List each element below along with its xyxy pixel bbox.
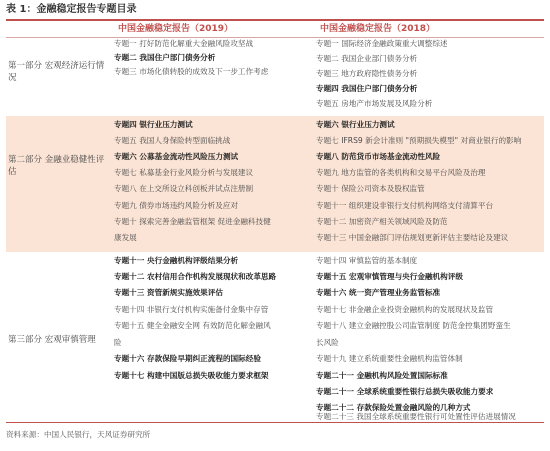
bottom-rule [6, 422, 544, 423]
topic-item: 专题九 地方监管的各类机构和交易平台风险及治理 [316, 168, 486, 177]
topic-item: 专题十一 组织建设非银行支付机构网络支付清算平台 [316, 201, 494, 210]
topic-item: 专题十五 健全金融安全网 有效防范化解金融风 [114, 321, 271, 330]
topic-item: 专题二十一 金融机构风险处置国际标准 [316, 371, 448, 380]
topic-item: 专题十四 审慎监管的基本制度 [316, 256, 418, 265]
topic-item: 专题一 打好防范化解重大金融风险攻坚战 [114, 39, 254, 48]
topic-item: 专题十二 加密资产相关领域风险及防范 [316, 217, 448, 226]
topic-item: 专题二十二 存款保险处置金融风险的几种方式 [316, 403, 471, 412]
topic-item: 专题十八 建立金融控股公司监管制度 防范金控集团野蛮生 [316, 321, 511, 330]
header-2019: 中国金融稳定报告（2019） [118, 24, 234, 34]
topic-item: 专题三 市场化债转股的成效及下一步工作考虑 [114, 67, 269, 76]
table-caption: 表 1：金融稳定报告专题目录 [6, 4, 137, 15]
topic-item: 专题十三 资管新规实施效果评估 [114, 288, 223, 297]
topic-item: 专题十 保险公司资本及股权监管 [316, 184, 425, 193]
topic-item: 专题二 我国企业部门债务分析 [316, 54, 418, 63]
topic-item-continued: 长风险 [316, 338, 339, 347]
topic-item: 专题五 房地产市场发展及风险分析 [316, 99, 433, 108]
topic-item: 专题六 公募基金流动性风险压力测试 [114, 152, 239, 161]
topic-item-continued: 康发展 [114, 233, 137, 242]
topic-item: 专题九 债券市场违约风险分析及应对 [114, 201, 238, 210]
section-macro-economy [6, 38, 544, 116]
topic-item: 专题五 我国人身保险转型面临挑战 [114, 136, 231, 145]
source-note: 资料来源：中国人民银行，天风证券研究所 [6, 430, 151, 439]
topic-item: 专题十 探索完善金融监管框架 促进金融科技健 [114, 217, 271, 226]
topic-item: 专题八 在上交所设立科创板并试点注册制 [114, 184, 254, 193]
topic-item: 专题六 银行业压力测试 [316, 120, 395, 129]
topic-item: 专题二 我国住户部门债务分析 [114, 53, 216, 62]
topic-item: 专题四 银行业压力测试 [114, 120, 193, 129]
topic-item: 专题十七 非金融企业投资金融机构的发展现状及监管 [316, 305, 494, 314]
topic-item-continued: 险 [114, 338, 122, 347]
topic-item: 专题十二 农村信用合作机构发展现状和改革思路 [114, 272, 277, 281]
topic-item: 专题十一 央行金融机构评级结果分析 [114, 256, 239, 265]
topic-item: 专题十六 统一资产管理业务监管标准 [316, 288, 441, 297]
topic-item: 专题十五 宏观审慎管理与央行金融机构评级 [316, 272, 463, 281]
topic-item: 专题十四 非银行支付机构实施备付金集中存管 [114, 305, 269, 314]
topic-item: 专题七 私募基金行业风险分析与发展建议 [114, 168, 254, 177]
section-label: 第一部分 宏观经济运行情况 [8, 61, 105, 83]
topic-item: 专题三 地方政府隐性债务分析 [316, 69, 418, 78]
table-header-row [6, 21, 544, 37]
topic-item: 专题十七 构建中国版总损失吸收能力要求框架 [114, 371, 269, 380]
topic-item: 专题二十三 我国全球系统重要性银行可处置性评估进展情况 [316, 412, 516, 421]
section-label: 第三部分 宏观审慎管理 [8, 335, 96, 345]
section-label: 第二部分 金融业稳健性评估 [8, 155, 105, 177]
header-2018: 中国金融稳定报告（2018） [320, 24, 436, 34]
topic-item: 专题七 IFRS9 新会计准则 "预期损失模型" 对商业银行的影响 [316, 136, 522, 145]
topic-item: 专题一 国际经济金融政策重大调整综述 [316, 39, 448, 48]
topic-item: 专题十六 存款保险早期纠正流程的国际经验 [114, 354, 261, 363]
topic-item: 专题四 我国住户部门债务分析 [316, 84, 418, 93]
topic-item: 专题二十一 全球系统重要性银行总损失吸收能力要求 [316, 387, 494, 396]
topic-item: 专题十九 建立系统重要性金融机构监管体制 [316, 354, 463, 363]
section-macroprudential [6, 252, 544, 422]
topic-item: 专题十三 中国金融部门评估规划更新评估主要结论及建议 [316, 233, 509, 242]
section-financial-stability [6, 116, 544, 252]
topic-item: 专题八 防范货币市场基金流动性风险 [316, 152, 441, 161]
